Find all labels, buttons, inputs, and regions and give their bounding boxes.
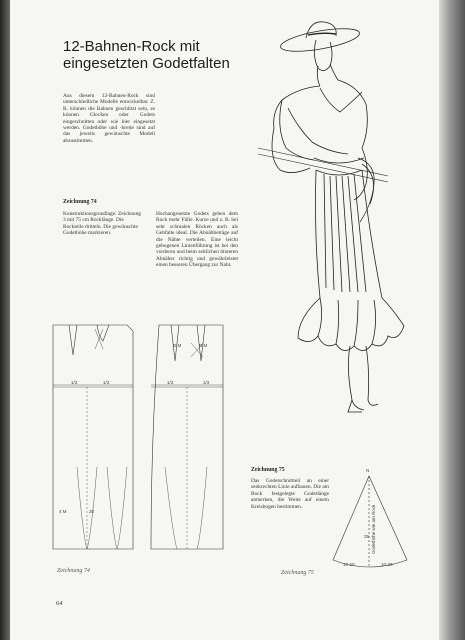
page-title <box>63 38 253 72</box>
zeichnung-74-text-left: Konstruktionsgrundlage: Zeichnung 3 mit 75 cm Rocklänge. Die Rockteile dritteln. Die gewünschte Godethöhe markieren. <box>63 211 142 237</box>
intro-paragraph: Aus diesem 12-Bahnen-Rock sind unterschiedliche Modelle entwickelbar. Z. B. können die Bahnen geschlitzt sein, es können Glocken oder Godets eingeschnitten oder wie hier eingesetzt werden. Godethöhe und -breite sind auf das jeweils gewünschte Modell abzustimmen. <box>63 93 155 144</box>
page-number: 64 <box>56 600 63 607</box>
fashion-illustration <box>258 8 458 428</box>
godet-right-width-label: 10-20 <box>381 562 393 567</box>
zeichnung-75-caption: Zeichnung 75 <box>281 570 314 576</box>
pattern-drafting-74 <box>47 317 227 562</box>
book-spine <box>0 0 10 640</box>
godet-height-label: Godethöhe wie am Rock <box>371 504 376 554</box>
zeichnung-74-caption: Zeichnung 74 <box>57 568 90 574</box>
godet-mark-label: 35 <box>364 534 370 539</box>
fraction-label: 1/3 <box>103 380 110 385</box>
book-page <box>10 0 440 640</box>
zeichnung-74-heading: Zeichnung 74 <box>63 199 97 205</box>
zeichnung-75-text: Das Godetschnittteil an einer senkrechten Linie aufbauen. Die am Rock festgelegte Godetlänge anmerken, die Weite auf einem Kreisbogen bestimmen. <box>251 478 329 510</box>
zeichnung-74-text-right: Hochangesetzte Godets geben dem Rock mehr Fülle. Kurze und z. B. bei sehr schmalen Röcken auch als Gehfalte ideal. Die Abnähbeträge auf die Nähte verteilen. Eine leicht gebogenen Linienführung ist bei den vorderen und beim seitlichen hinteren Abnäher richtig und gewährleistet einen besseren Übergang zur Naht. <box>156 211 238 269</box>
godet-apex-label: N <box>366 468 370 473</box>
measure-label: D M <box>199 343 208 348</box>
zeichnung-75-heading: Zeichnung 75 <box>251 467 285 473</box>
title-line-2: eingesetzten Godetfalten <box>63 55 230 72</box>
measure-label: 4 M <box>59 509 67 514</box>
measure-label: D M <box>173 343 182 348</box>
fraction-label: 1/3 <box>167 380 174 385</box>
measure-label: 20 <box>89 509 95 514</box>
fraction-label: 1/3 <box>71 380 78 385</box>
godet-drafting-75 <box>325 462 415 577</box>
godet-left-width-label: 10-20 <box>343 562 355 567</box>
title-line-1: 12-Bahnen-Rock mit <box>63 38 200 55</box>
page-edge-shadow <box>439 0 465 640</box>
fraction-label: 1/3 <box>203 380 210 385</box>
